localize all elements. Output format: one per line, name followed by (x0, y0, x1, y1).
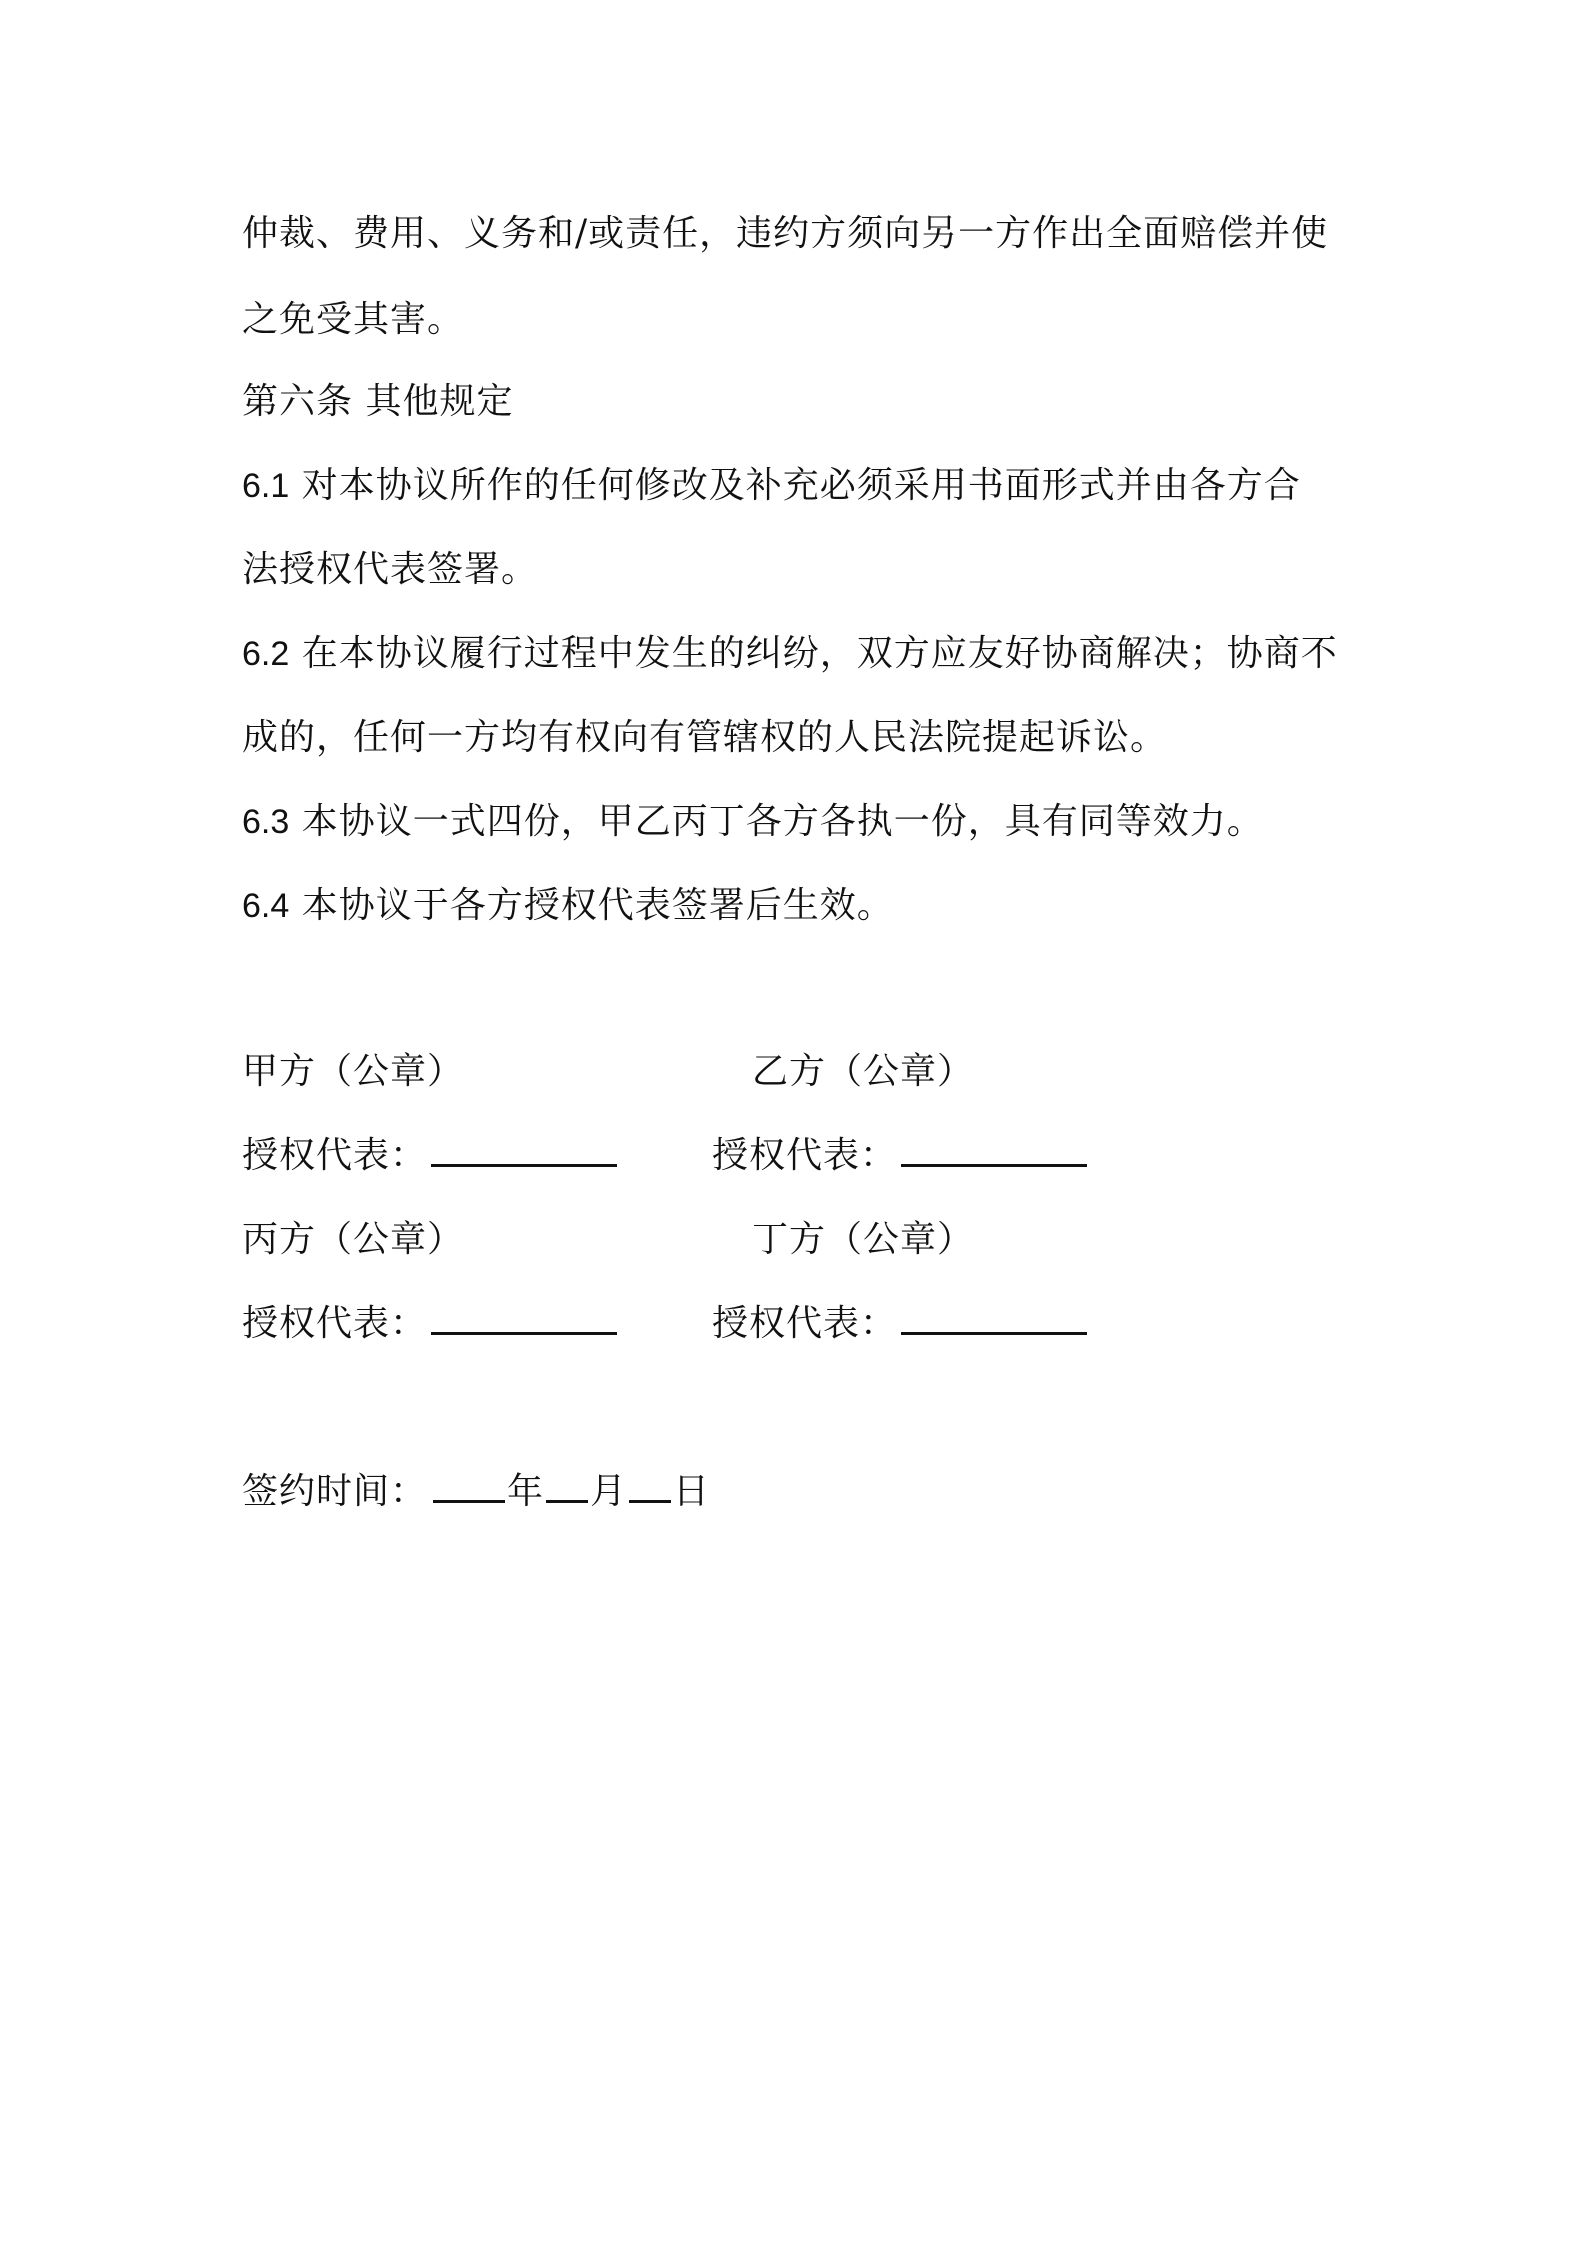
party-a-rep-label: 授权代表： (242, 1135, 428, 1176)
clause-6-1-line-1 (242, 464, 1301, 508)
clause-6-1-number: 6.1 (242, 467, 290, 505)
party-c-seal-label: 丙方（公章） (242, 1219, 465, 1260)
clause-6-2-line-2: 成的，任何一方均有权向有管辖权的人民法院提起诉讼。 (242, 717, 1168, 758)
clause-6-2-text-1: 在本协议履行过程中发生的纠纷，双方应友好协商解决；协商不 (289, 633, 1338, 674)
clause-6-2-number: 6.2 (242, 635, 290, 673)
party-b-rep-blank[interactable] (901, 1134, 1087, 1167)
signing-month-blank[interactable] (546, 1470, 588, 1503)
party-c-rep-row (242, 1302, 617, 1346)
party-b-rep-label: 授权代表： (712, 1135, 898, 1176)
article-6-title: 第六条 其他规定 (242, 381, 514, 422)
party-c-rep-blank[interactable] (431, 1302, 617, 1335)
clause-6-4-number: 6.4 (242, 887, 290, 925)
paragraph-line-2: 之免受其害。 (242, 299, 465, 340)
clause-6-1-text-1: 对本协议所作的任何修改及补充必须采用书面形式并由各方合 (289, 465, 1301, 506)
clause-6-4-text: 本协议于各方授权代表签署后生效。 (289, 885, 894, 926)
signing-year-unit: 年 (507, 1471, 545, 1512)
party-a-rep-blank[interactable] (431, 1134, 617, 1167)
clause-6-4 (242, 884, 894, 928)
signing-day-blank[interactable] (629, 1470, 671, 1503)
signing-date-label: 签约时间： (242, 1471, 428, 1512)
party-b-rep-row (712, 1134, 1087, 1178)
clause-6-3-text: 本协议一式四份，甲乙丙丁各方各执一份，具有同等效力。 (289, 801, 1264, 842)
signing-day-unit: 日 (673, 1471, 711, 1512)
party-b-seal-label: 乙方（公章） (752, 1051, 975, 1092)
clause-6-2-line-1 (242, 632, 1338, 676)
party-d-rep-row (712, 1302, 1087, 1346)
clause-6-1-line-2: 法授权代表签署。 (242, 549, 539, 590)
party-d-seal-label: 丁方（公章） (752, 1219, 975, 1260)
party-d-rep-label: 授权代表： (712, 1303, 898, 1344)
party-a-seal-label: 甲方（公章） (242, 1051, 465, 1092)
signing-date-row (242, 1470, 710, 1514)
signing-month-unit: 月 (590, 1471, 628, 1512)
clause-6-3-number: 6.3 (242, 803, 290, 841)
party-d-rep-blank[interactable] (901, 1302, 1087, 1335)
paragraph-line-1: 仲裁、费用、义务和/或责任，违约方须向另一方作出全面赔偿并使 (242, 213, 1329, 254)
clause-6-3 (242, 800, 1264, 844)
party-a-rep-row (242, 1134, 617, 1178)
signing-year-blank[interactable] (433, 1470, 505, 1503)
party-c-rep-label: 授权代表： (242, 1303, 428, 1344)
